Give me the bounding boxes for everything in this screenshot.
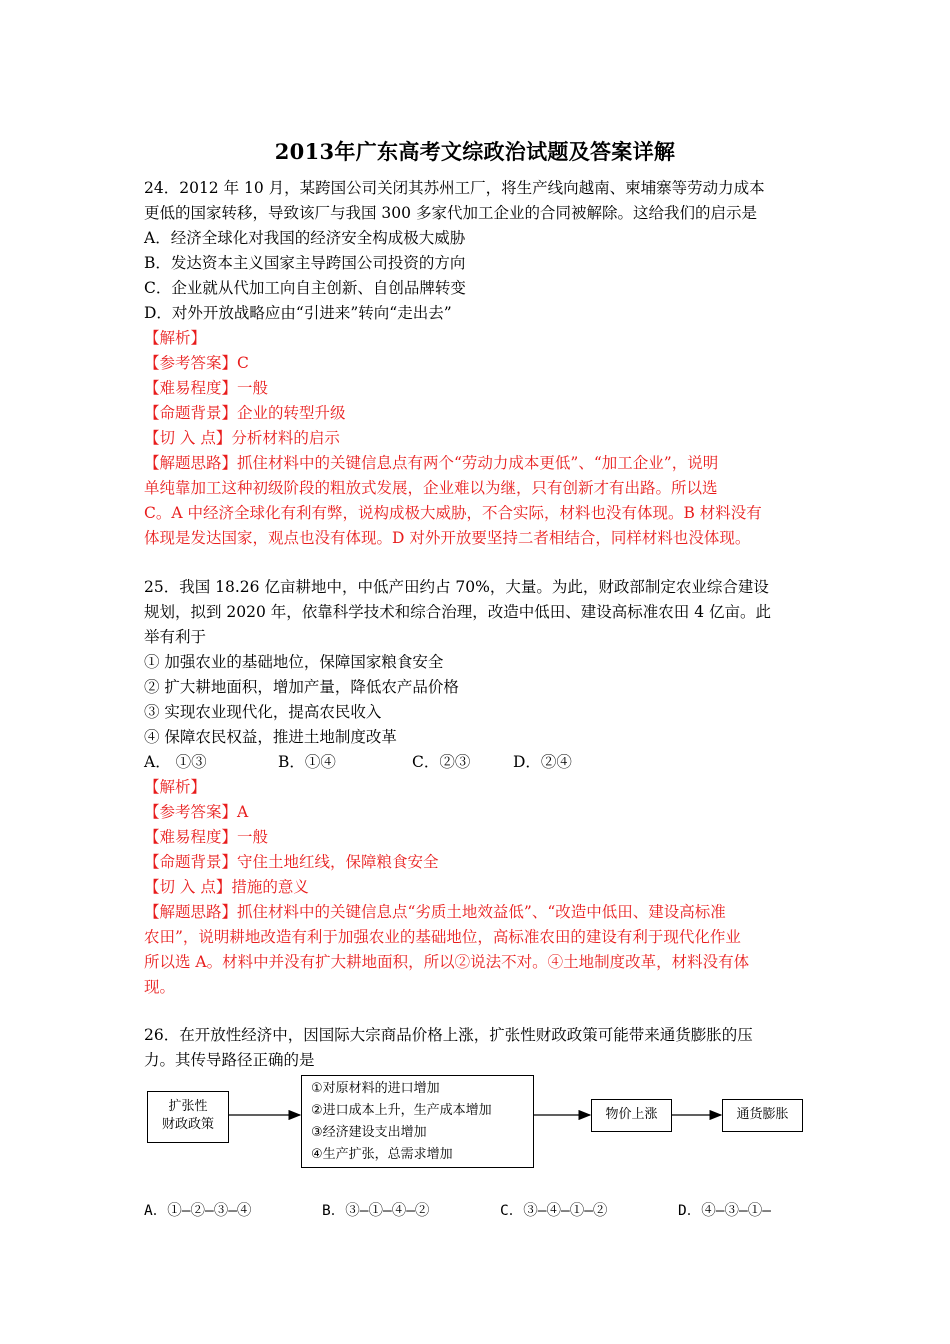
- q25-option-c: C．②③: [412, 753, 471, 771]
- q24-answer: 【参考答案】C: [144, 354, 249, 372]
- box-expansionary-fiscal-policy: [147, 1091, 229, 1143]
- q25-option-b: B．①④: [278, 753, 336, 771]
- step-1: ①对原材料的进口增加: [311, 1081, 440, 1096]
- q26-option-b: B．③—①—④—②: [322, 1203, 430, 1219]
- q26-stem-line: 力。其传导路径正确的是: [144, 1051, 315, 1069]
- box-start-line: 扩张性: [168, 1099, 208, 1114]
- step-4: ④生产扩张，总需求增加: [311, 1147, 453, 1162]
- q25-item-4: ④ 保障农民权益，推进土地制度改革: [144, 728, 397, 746]
- q25-solution-line: 现。: [144, 978, 176, 996]
- q24-option-b: B．发达资本主义国家主导跨国公司投资的方向: [144, 254, 466, 272]
- q25-solution-line: 农田”，说明耕地改造有利于加强农业的基础地位，高标准农田的建设有利于现代化作业: [144, 928, 741, 946]
- q24-entry-point: 【切 入 点】分析材料的启示: [144, 429, 340, 447]
- q26-option-c: C．③—④—①—②: [500, 1203, 608, 1219]
- q26-option-a: A．①—②—③—④: [144, 1203, 252, 1219]
- q25-stem-line: 举有利于: [144, 628, 207, 646]
- page-title: 2013年广东高考文综政治试题及答案详解: [274, 139, 676, 164]
- q25-item-3: ③ 实现农业现代化，提高农民收入: [144, 703, 382, 721]
- q24-solution-line: 【解题思路】抓住材料中的关键信息点有两个“劳动力成本更低”、“加工企业”，说明: [144, 454, 719, 472]
- q25-item-2: ② 扩大耕地面积，增加产量，降低农产品价格: [144, 678, 459, 696]
- box-inflation: [722, 1099, 803, 1132]
- q25-analysis-heading: 【解析】: [144, 778, 207, 796]
- box-price-label: 物价上涨: [605, 1107, 658, 1122]
- box-inflation-label: 通货膨胀: [736, 1107, 789, 1122]
- q26-stem-line: 26．在开放性经济中，因国际大宗商品价格上涨，扩张性财政政策可能带来通货膨胀的压: [144, 1026, 753, 1044]
- q25-solution-line: 所以选 A。材料中并没有扩大耕地面积，所以②说法不对。④土地制度改革，材料没有体: [144, 953, 750, 971]
- step-3: ③经济建设支出增加: [311, 1125, 427, 1140]
- q24-option-c: C．企业就从代加工向自主创新、自创品牌转变: [144, 279, 466, 297]
- q25-stem-line: 25．我国 18.26 亿亩耕地中，中低产田约占 70%，大量。为此，财政部制定农业综合建设: [144, 578, 769, 596]
- box-price-rise: [591, 1099, 672, 1132]
- q24-option-a: A．经济全球化对我国的经济安全构成极大威胁: [144, 229, 466, 247]
- q24-solution-line: 单纯靠加工这种初级阶段的粗放式发展，企业难以为继，只有创新才有出路。所以选: [144, 479, 718, 497]
- q25-stem-line: 规划，拟到 2020 年，依靠科学技术和综合治理，改造中低田、建设高标准农田 4 亿亩。此: [144, 603, 772, 621]
- q24-stem-line: 更低的国家转移，导致该厂与我国 300 多家代加工企业的合同被解除。这给我们的启示是: [144, 204, 757, 222]
- q24-background: 【命题背景】企业的转型升级: [144, 404, 346, 422]
- q25-background: 【命题背景】守住土地红线，保障粮食安全: [144, 853, 439, 871]
- q24-stem-line: 24．2012 年 10 月，某跨国公司关闭其苏州工厂，将生产线向越南、柬埔寨等劳动力成本: [144, 179, 765, 197]
- q24-analysis-heading: 【解析】: [144, 329, 207, 347]
- step-2: ②进口成本上升，生产成本增加: [311, 1103, 492, 1118]
- q24-solution-line: 体现是发达国家，观点也没有体现。D 对外开放要坚持二者相结合，同样材料也没体现。: [144, 529, 751, 547]
- q25-solution-line: 【解题思路】抓住材料中的关键信息点“劣质土地效益低”、“改造中低田、建设高标准: [144, 903, 726, 921]
- box-start-line: 财政政策: [161, 1117, 214, 1132]
- q25-option-a: A． ①③: [144, 753, 207, 771]
- q24-difficulty: 【难易程度】一般: [144, 379, 269, 397]
- q24-solution-line: C。A 中经济全球化有利有弊，说构成极大威胁，不合实际，材料也没有体现。B 材料没有: [144, 504, 762, 522]
- q25-entry-point: 【切 入 点】措施的意义: [144, 878, 309, 896]
- q26-option-d: D．④—③—①—: [678, 1203, 771, 1219]
- q24-option-d: D．对外开放战略应由“引进来”转向“走出去”: [144, 304, 452, 322]
- q25-answer: 【参考答案】A: [144, 803, 249, 821]
- box-transmission-steps: [301, 1075, 534, 1168]
- q25-difficulty: 【难易程度】一般: [144, 828, 269, 846]
- q25-option-d: D．②④: [513, 753, 572, 771]
- q25-item-1: ① 加强农业的基础地位，保障国家粮食安全: [144, 653, 444, 671]
